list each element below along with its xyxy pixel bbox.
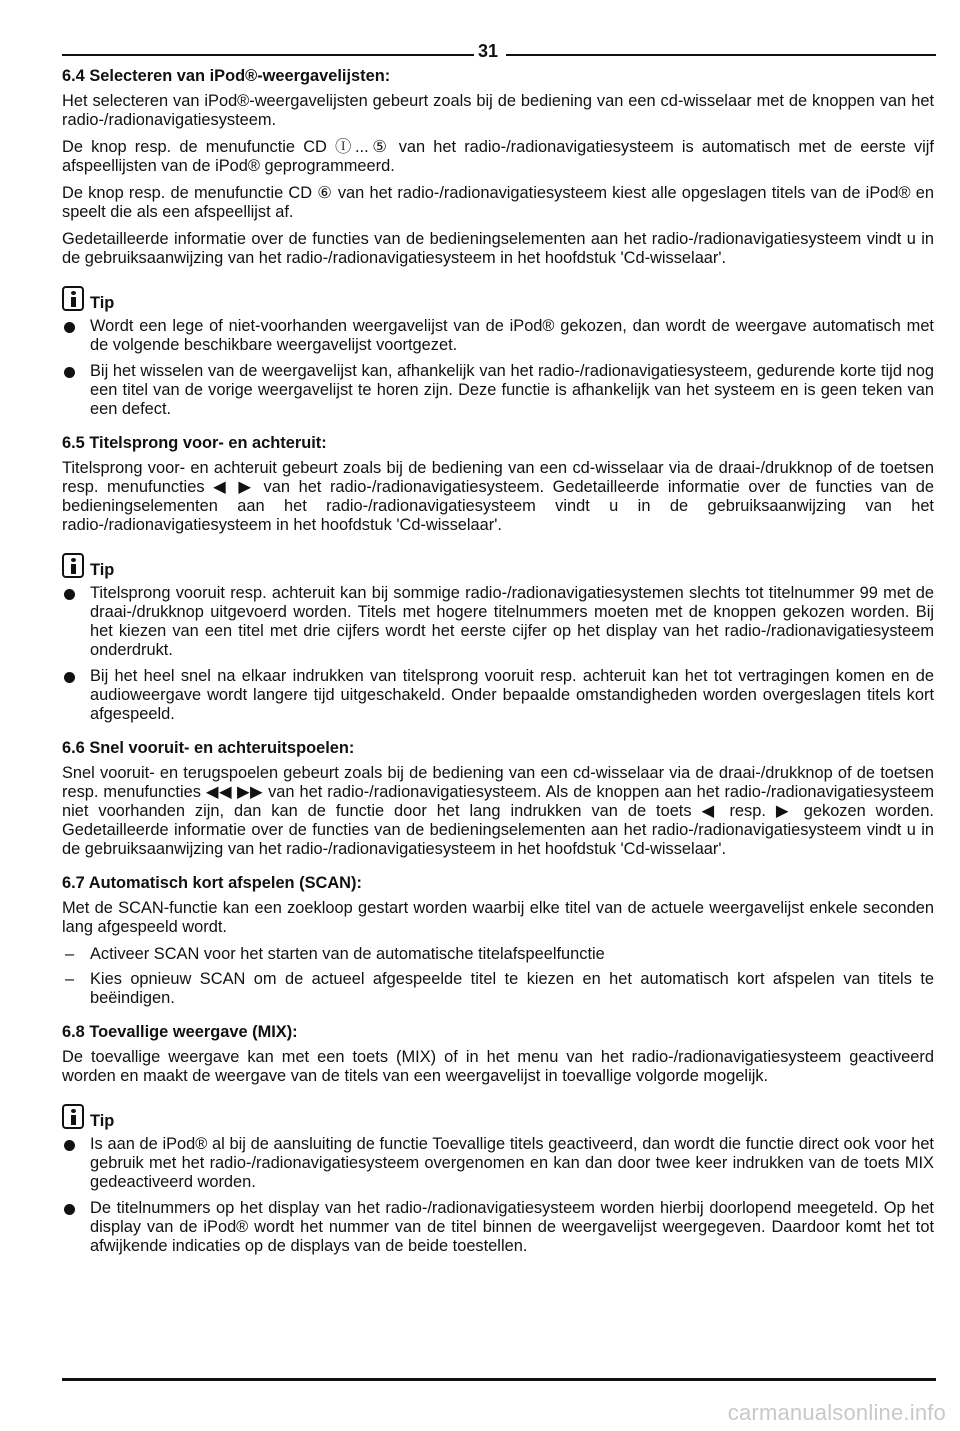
watermark: carmanualsonline.info [727, 1400, 946, 1425]
section-6-7 [62, 873, 934, 1008]
info-icon [62, 286, 84, 311]
section-6-6 [62, 738, 934, 859]
page-content [62, 66, 934, 1264]
list-item: Titelsprong vooruit resp. achteruit kan bij sommige radio-/radionavigatiesystemen slechts tot titelnummer 99 met de draai-/drukknop uitgevoerd worden. Titels met hogere titelnummers moeten met de knoppen gekozen worden. Bij het kiezen van een titel met drie cijfers wordt het eerste cijfer op het display van het radio-/radionavigatiesysteem onderdrukt. [62, 584, 934, 660]
footer-rule [62, 1378, 936, 1381]
list-item: Bij het heel snel na elkaar indrukken van titelsprong vooruit resp. achteruit kan het tot vertragingen komen en de audioweergave wordt langere tijd uitgeschakeld. Onder bepaalde omstandigheden worden overgeslagen titels kort afgespeeld. [62, 667, 934, 724]
list-item: Bij het wisselen van de weergavelijst kan, afhankelijk van het radio-/radionavigatiesysteem, gedurende korte tijd nog een titel van de vorige weergavelijst te horen zijn. Deze functie is afhankelijk van het systeem en is geen teken van een defect. [62, 362, 934, 419]
section-heading: 6.8 Toevallige weergave (MIX): [62, 1023, 298, 1041]
list-item: – Kies opnieuw SCAN om de actueel afgespeelde titel te kiezen en het automatisch kort afspelen van titels te beëindigen. [62, 970, 934, 1008]
header-rule-left [62, 54, 474, 56]
paragraph: Snel vooruit- en terugspoelen gebeurt zoals bij de bediening van een cd-wisselaar via de draai-/drukknop of de toetsen resp. menufuncties ◀◀ ▶▶ van het radio-/radionavigatiesysteem. Als de knoppen aan het radio-/radionavigatiesysteem niet voorhanden zijn, dan kan de functie door het lang indrukken van de toets ◀ resp. ▶ gekozen worden. Gedetailleerde informatie over de functies van de bedieningselementen aan het radio-/radionavigatiesysteem vindt u in de gebruiksaanwijzing van het radio-/radionavigatiesysteem in het hoofdstuk 'Cd-wisselaar'. [62, 764, 934, 858]
tip-label: Tip [90, 294, 115, 312]
list-item: Is aan de iPod® al bij de aansluiting de functie Toevallige titels geactiveerd, dan wordt die functie direct ook voor het gebruik met het radio-/radionavigatiesysteem overgenomen en kan dan door twee keer indrukken van de toets MIX gedeactiveerd worden. [62, 1135, 934, 1192]
header-rule-right [506, 54, 936, 56]
section-heading: 6.7 Automatisch kort afspelen (SCAN): [62, 874, 362, 892]
tip-list [62, 317, 934, 419]
section-heading: 6.4 Selecteren van iPod®-weergavelijsten: [62, 67, 391, 85]
paragraph: De knop resp. de menufunctie CD ⑥ van het radio-/radionavigatiesysteem kiest alle opgeslagen titels van de iPod® en speelt die als een afspeellijst af. [62, 184, 934, 221]
dash-list [62, 945, 934, 1008]
section-heading: 6.5 Titelsprong voor- en achteruit: [62, 434, 327, 452]
tip-list [62, 584, 934, 724]
tip-header [62, 286, 934, 311]
tip-label: Tip [90, 561, 115, 579]
paragraph: Met de SCAN-functie kan een zoekloop gestart worden waarbij elke titel van de actuele weergavelijst enkele seconden lang afgespeeld wordt. [62, 899, 934, 936]
tip-header [62, 553, 934, 578]
paragraph: De toevallige weergave kan met een toets (MIX) of in het menu van het radio-/radionavigatiesysteem geactiveerd worden en maakt de weergave van de titels van een weergavelijst in toevallige volgorde mogelijk. [62, 1048, 934, 1085]
info-icon [62, 553, 84, 578]
paragraph: Titelsprong voor- en achteruit gebeurt zoals bij de bediening van een cd-wisselaar via de draai-/drukknop of de toetsen resp. menufuncties ◀ ▶ van het radio-/radionavigatiesysteem. Gedetailleerde informatie over de functies van de bedieningselementen aan het radio-/radionavigatiesysteem vindt u in de gebruiksaanwijzing van het radio-/radionavigatiesysteem in het hoofdstuk 'Cd-wisselaar'. [62, 459, 934, 534]
section-6-4 [62, 66, 934, 419]
info-icon [62, 1104, 84, 1129]
paragraph: Gedetailleerde informatie over de functies van de bedieningselementen aan het radio-/radionavigatiesysteem vindt u in de gebruiksaanwijzing van het radio-/radionavigatiesysteem in het hoofdstuk 'Cd-wisselaar'. [62, 230, 934, 267]
page-number: 31 [478, 41, 499, 61]
section-6-8 [62, 1022, 934, 1256]
paragraph: Het selecteren van iPod®-weergavelijsten gebeurt zoals bij de bediening van een cd-wisselaar met de knoppen van het radio-/radionavigatiesysteem. [62, 92, 934, 129]
list-item: Wordt een lege of niet-voorhanden weergavelijst van de iPod® gekozen, dan wordt de weergave automatisch met de volgende beschikbare weergavelijst voortgezet. [62, 317, 934, 355]
paragraph: De knop resp. de menufunctie CD Ⓘ...⑤ van het radio-/radionavigatiesysteem is automatisch met de eerste vijf afspeellijsten van de iPod® geprogrammeerd. [62, 138, 934, 175]
tip-list [62, 1135, 934, 1256]
tip-header [62, 1104, 934, 1129]
list-item: De titelnummers op het display van het radio-/radionavigatiesysteem worden hierbij doorlopend meegeteld. Op het display van de iPod® wordt het nummer van de titel binnen de weergavelijst weergegeven. Daardoor komt het tot afwijkende indicaties op de displays van de beide toestellen. [62, 1199, 934, 1256]
list-item: – Activeer SCAN voor het starten van de automatische titelafspeelfunctie [62, 945, 934, 964]
section-6-5 [62, 433, 934, 724]
tip-label: Tip [90, 1112, 115, 1130]
section-heading: 6.6 Snel vooruit- en achteruitspoelen: [62, 739, 355, 757]
